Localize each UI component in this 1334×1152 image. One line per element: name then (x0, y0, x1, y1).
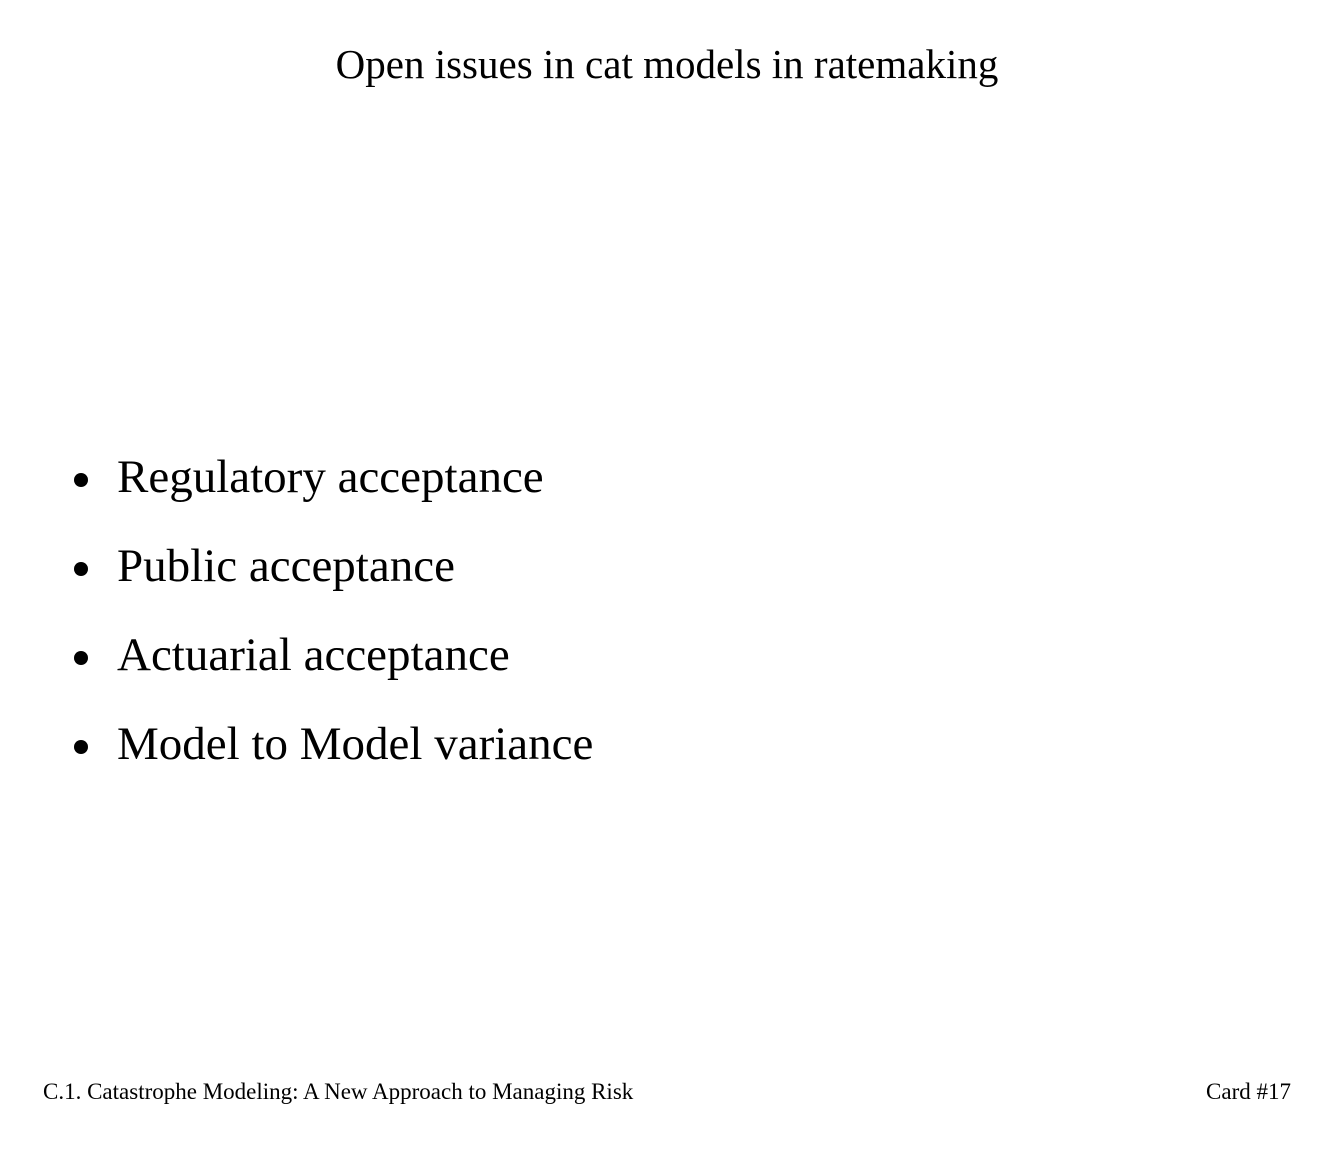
bullet-dot-icon (74, 651, 88, 665)
bullet-item (74, 699, 593, 788)
bullet-text: Public acceptance (117, 539, 455, 592)
bullet-list (74, 432, 593, 788)
bullet-text: Model to Model variance (117, 717, 594, 770)
bullet-text: Regulatory acceptance (117, 450, 544, 503)
bullet-dot-icon (74, 562, 88, 576)
footer-card-number: Card #17 (1206, 1079, 1291, 1104)
bullet-dot-icon (74, 473, 88, 487)
footer-course-title: C.1. Catastrophe Modeling: A New Approach to Managing Risk (43, 1079, 634, 1104)
bullet-item (74, 432, 593, 521)
bullet-item (74, 610, 593, 699)
bullet-item (74, 521, 593, 610)
bullet-text: Actuarial acceptance (117, 628, 510, 681)
bullet-dot-icon (74, 740, 88, 754)
slide-title: Open issues in cat models in ratemaking (335, 41, 999, 87)
